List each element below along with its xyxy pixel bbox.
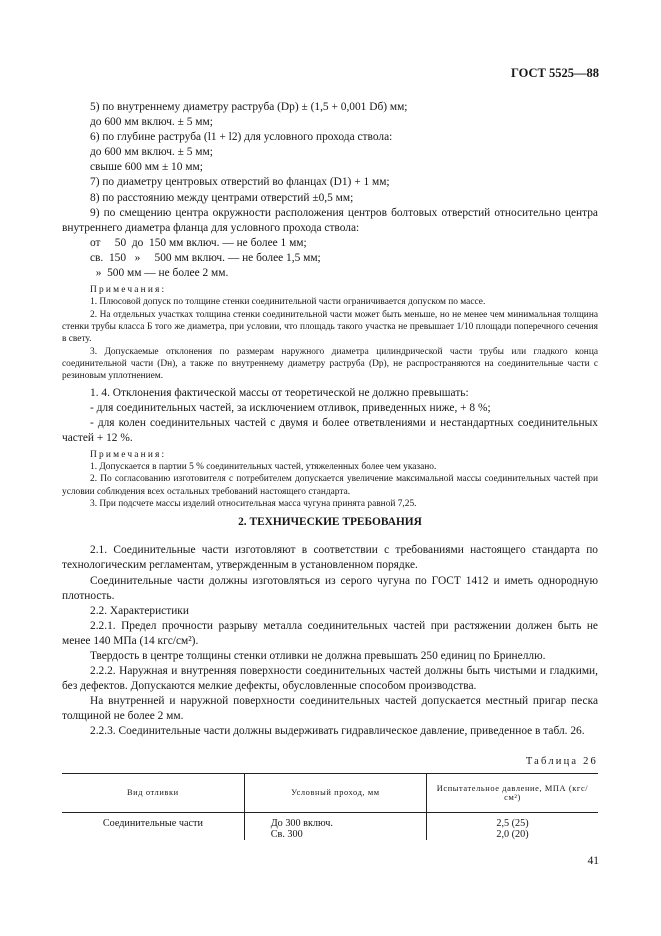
para-2-2-2-b: На внутренней и наружной поверхности соединительных частей допускается местный пригар песка толщиной не более 2 мм.: [62, 695, 598, 723]
section-title: 2. ТЕХНИЧЕСКИЕ ТРЕБОВАНИЯ: [238, 516, 422, 529]
item-9b: св. 150 » 500 мм включ. — не более 1,5 мм;: [90, 251, 321, 264]
col-header-pass: Условный проход, мм: [244, 773, 426, 812]
col-header-pressure: Испытательное давление, МПА (кгс/см²): [426, 773, 598, 812]
para-2-2-1-b: Твердость в центре толщины стенки отливки не должна превышать 250 единиц по Бринеллю.: [90, 650, 546, 663]
para-2-1-b: Соединительные части должны изготовляться из серого чугуна по ГОСТ 1412 и иметь однородную плотность.: [62, 574, 598, 602]
table-header-row: [62, 773, 598, 812]
document-body: [62, 100, 598, 840]
para-2-2-3: 2.2.3. Соединительные части должны выдерживать гидравлическое давление, приведенное в табл. 26.: [90, 725, 585, 738]
note-2: 2. На отдельных участках толщина стенки соединительной части может быть меньше, но не менее чем минимальная толщина стенки трубы класса Б того же диаметра, при условии, что площадь такого участка не превышает 1/10 площади поперечного сечения в свету.: [62, 309, 598, 345]
note2-3: 3. При подсчете массы изделий относительная масса чугуна принята равной 7,25.: [90, 499, 417, 510]
note2-2: 2. По согласованию изготовителя с потребителем допускается увеличение максимальной массы соединительных частей при условии соблюдения всех остальных требований настоящего стандарта.: [62, 474, 598, 497]
para-2-1: 2.1. Соединительные части изготовляют в соответствии с требованиями настоящего стандарта по технологическим регламентам, утвержденным в установленном порядке.: [62, 544, 598, 572]
cell-pass: [244, 812, 426, 840]
item-8: 8) по расстоянию между центрами отверстий ±0,5 мм;: [90, 191, 354, 204]
para-2-2: 2.2. Характеристики: [90, 604, 189, 617]
standard-header: ГОСТ 5525—88: [510, 66, 599, 80]
item-5a: до 600 мм включ. ± 5 мм;: [90, 116, 213, 129]
section-1-4-item-1: - для соединительных частей, за исключением отливок, приведенных ниже, + 8 %;: [90, 401, 491, 414]
table-caption: Таблица 26: [525, 755, 598, 767]
item-9: 9) по смещению центра окружности расположения центров болтовых отверстий относительно центра внутреннего диаметра фланца для условного прохода ствола:: [62, 206, 598, 234]
section-1-4: 1. 4. Отклонения фактической массы от теоретической не должно превышать:: [90, 386, 469, 399]
note-1: 1. Плюсовой допуск по толщине стенки соединительной части ограничивается допуском по массе.: [90, 297, 486, 308]
pressure-table: [62, 773, 598, 840]
notes-label: Примечания:: [90, 285, 167, 296]
item-6b: свыше 600 мм ± 10 мм;: [90, 161, 203, 174]
section-1-4-item-2: - для колен соединительных частей с двумя и более ответвлениями и нестандартных соединительных частей + 12 %.: [62, 416, 598, 444]
para-2-2-2: 2.2.2. Наружная и внутренняя поверхности соединительных частей должны быть чистыми и гладкими, без дефектов. Допускаются мелкие дефекты, обусловленные способом производства.: [62, 665, 598, 693]
item-7: 7) по диаметру центровых отверстий во фланцах (D1) + 1 мм;: [90, 176, 390, 189]
note-3: 3. Допускаемые отклонения по размерам наружного диаметра цилиндрической части трубы или гладкого конца соединительной части (Dн), а также по внутреннему диаметру раструба (Dр), не распространяются на соединительные части с резиновым уплотнением.: [62, 346, 598, 382]
table-row: [62, 812, 598, 840]
note2-1: 1. Допускается в партии 5 % соединительных частей, утяжеленных более чем указано.: [90, 462, 437, 473]
cell-pressure-1: 2,5 (25): [496, 817, 529, 829]
cell-pass-2: Св. 300: [270, 828, 303, 840]
cell-pressure-2: 2,0 (20): [496, 828, 529, 840]
cell-pass-1: До 300 включ.: [270, 817, 333, 829]
item-5: 5) по внутреннему диаметру раструба (Dр) ± (1,5 + 0,001 Dб) мм;: [90, 101, 408, 113]
notes-label-2: Примечания:: [90, 449, 167, 460]
page-number: 41: [587, 855, 599, 867]
item-9a: от 50 до 150 мм включ. — не более 1 мм;: [90, 236, 307, 249]
item-6a: до 600 мм включ. ± 5 мм;: [90, 146, 213, 159]
cell-type: Соединительные части: [102, 817, 203, 829]
para-2-2-1: 2.2.1. Предел прочности разрыву металла соединительных частей при растяжении должен быть не менее 140 МПа (14 кгс/см²).: [62, 619, 598, 647]
cell-pressure: [426, 812, 598, 840]
item-6: 6) по глубине раструба (l1 + l2) для условного прохода ствола:: [90, 131, 393, 144]
item-9c: » 500 мм — не более 2 мм.: [90, 267, 229, 280]
col-header-type: Вид отливки: [62, 773, 244, 812]
